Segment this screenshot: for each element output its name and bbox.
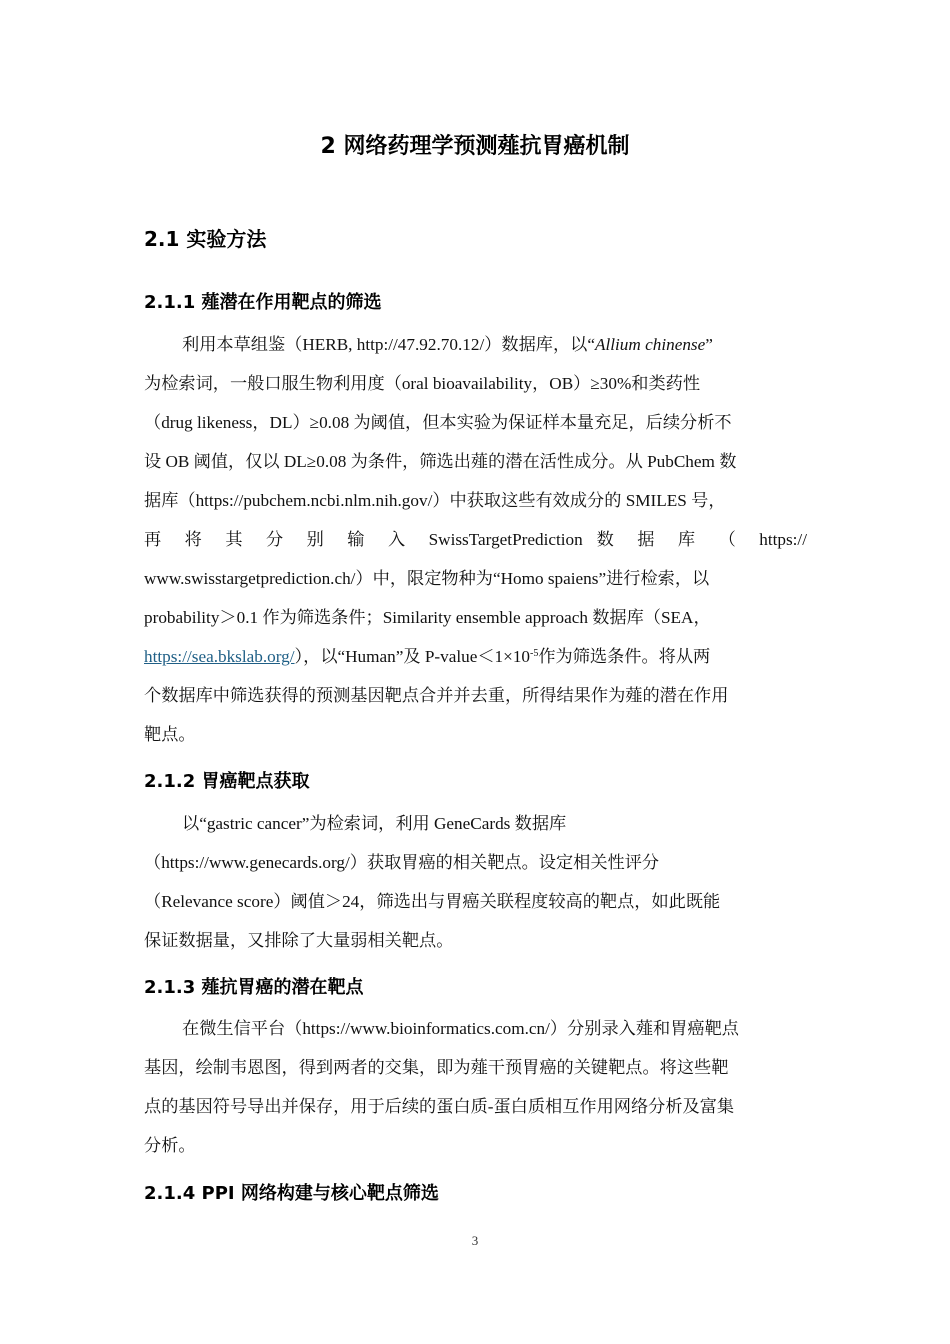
- text-line: 靶点。: [144, 725, 196, 744]
- paragraph-2-1-1: [144, 332, 807, 761]
- page-number: 3: [471, 1233, 479, 1248]
- text-line: 保证数据量，又排除了大量弱相关靶点。: [144, 931, 454, 950]
- text-line: https://sea.bkslab.org/），以“Human”及 $P-value<1\times 10^{-5}$作为筛选条件。将从两: [144, 647, 711, 666]
- text-line: 以“gastric cancer”为检索词，利用 GeneCards 数据库: [182, 814, 567, 833]
- text-line: 再 将 其 分 别 输 入 SwissTargetPrediction 数 据 库 （ https://: [144, 530, 807, 549]
- subsection-heading-2-1-2: 2.1.2 胃癌靶点获取: [144, 771, 310, 792]
- paragraph-2-1-2: [144, 811, 807, 967]
- section-heading-2-1: 2.1 实验方法: [144, 227, 267, 251]
- text-line: 设 OB 阈值，仅以 DL≥0.08 为条件，筛选出薤的潜在活性成分。从 PubChem 数: [144, 452, 737, 471]
- text-line: 利用本草组鉴（HERB, http://47.92.70.12/）数据库，以“Allium chinense”: [182, 335, 713, 354]
- paragraph-2-1-3: [144, 1016, 807, 1172]
- sea-link[interactable]: https://sea.bkslab.org/: [144, 647, 295, 666]
- text-line: （drug likeness，DL）≥0.08 为阈值，但本实验为保证样本量充足，后续分析不: [144, 413, 732, 432]
- subsection-heading-2-1-3: 2.1.3 薤抗胃癌的潜在靶点: [144, 977, 364, 998]
- chapter-title: 2 网络药理学预测薤抗胃癌机制: [320, 134, 630, 159]
- text-line: 基因，绘制韦恩图，得到两者的交集，即为薤干预胃癌的关键靶点。将这些靶: [144, 1058, 729, 1077]
- subsection-heading-2-1-1: 2.1.1 薤潜在作用靶点的筛选: [144, 292, 382, 313]
- text-line: 分析。: [144, 1136, 196, 1155]
- text-line: 据库（https://pubchem.ncbi.nlm.nih.gov/）中获取这些有效成分的 SMILES 号，: [144, 491, 726, 510]
- text-line: 个数据库中筛选获得的预测基因靶点合并并去重，所得结果作为薤的潜在作用: [144, 686, 729, 705]
- text-line: www.swisstargetprediction.ch/）中，限定物种为“Homo spaiens”进行检索，以: [144, 569, 710, 588]
- text-line: （https://www.genecards.org/）获取胃癌的相关靶点。设定相关性评分: [144, 853, 660, 872]
- text-line: 点的基因符号导出并保存，用于后续的蛋白质-蛋白质相互作用网络分析及富集: [144, 1097, 735, 1116]
- text-line: （Relevance score）阈值＞24，筛选出与胃癌关联程度较高的靶点，如此既能: [144, 892, 721, 911]
- text-line: probability＞0.1 作为筛选条件；Similarity ensemble approach 数据库（SEA，: [144, 608, 711, 627]
- subsection-heading-2-1-4: 2.1.4 PPI 网络构建与核心靶点筛选: [144, 1183, 439, 1204]
- text-line: 为检索词，一般口服生物利用度（oral bioavailability，OB）≥30%和类药性: [144, 374, 701, 393]
- text-line: 在微生信平台（https://www.bioinformatics.com.cn/）分别录入薤和胃癌靶点: [182, 1019, 739, 1038]
